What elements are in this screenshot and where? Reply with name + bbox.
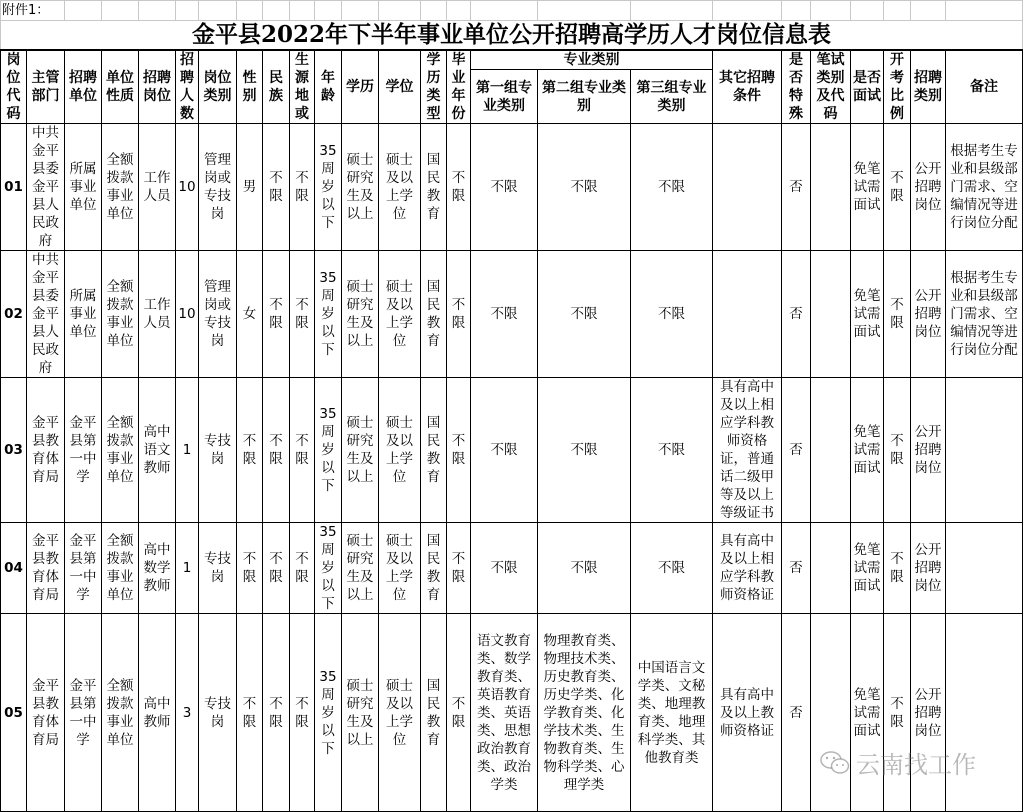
cell-post-type: 管理岗或专技岗 xyxy=(199,251,237,378)
page-title: 金平县2022年下半年事业单位公开招聘高学历人才岗位信息表 xyxy=(1,21,1023,51)
cell-education: 硕士研究生及以上 xyxy=(342,378,379,523)
header-major1: 第一组专业类别 xyxy=(471,70,538,124)
cell-major2: 不限 xyxy=(538,124,631,251)
cell-special: 否 xyxy=(782,378,811,523)
table-row xyxy=(1,251,1023,378)
cell-age: 35周岁以下 xyxy=(315,523,342,614)
header-row xyxy=(1,50,1023,70)
header-recruit-type: 招聘类别 xyxy=(911,50,946,124)
header-ratio: 开考比例 xyxy=(884,50,911,124)
cell-major3: 中国语言文学类、文秘类、地理教育类、地理科学类、其他教育类 xyxy=(631,614,713,812)
cell-remark: 根据考生专业和县级部门需求、空编情况等进行岗位分配 xyxy=(946,124,1023,251)
cell-gender: 女 xyxy=(237,251,263,378)
cell-unit: 所属事业单位 xyxy=(65,124,102,251)
cell-count: 1 xyxy=(176,378,199,523)
cell-origin: 不限 xyxy=(290,378,315,523)
cell-major3: 不限 xyxy=(631,523,713,614)
cell-nature: 全额拨款事业单位 xyxy=(102,378,139,523)
cell-exam-code xyxy=(811,523,851,614)
cell-origin: 不限 xyxy=(290,614,315,812)
header-count: 招聘人数 xyxy=(176,50,199,124)
cell-education: 硕士研究生及以上 xyxy=(342,124,379,251)
cell-nature: 全额拨款事业单位 xyxy=(102,251,139,378)
cell-ethnicity: 不限 xyxy=(263,523,290,614)
cell-major1: 不限 xyxy=(471,378,538,523)
cell-count: 10 xyxy=(176,124,199,251)
cell-major1: 语文教育类、数学教育类、英语教育类、英语类、思想政治教育类、政治学类 xyxy=(471,614,538,812)
cell-age: 35周岁以下 xyxy=(315,124,342,251)
cell-grad-year: 不限 xyxy=(447,523,471,614)
cell-unit: 金平县第一中学 xyxy=(65,614,102,812)
cell-edu-type: 国民教育 xyxy=(421,523,447,614)
header-post: 招聘岗位 xyxy=(139,50,176,124)
cell-ratio: 不限 xyxy=(884,614,911,812)
cell-count: 3 xyxy=(176,614,199,812)
cell-dept: 金平县教育体育局 xyxy=(27,378,65,523)
cell-grad-year: 不限 xyxy=(447,378,471,523)
cell-grad-year: 不限 xyxy=(447,124,471,251)
cell-major3: 不限 xyxy=(631,251,713,378)
table-row xyxy=(1,378,1023,523)
table-row xyxy=(1,124,1023,251)
cell-ratio: 不限 xyxy=(884,378,911,523)
cell-unit: 金平县第一中学 xyxy=(65,523,102,614)
cell-code: 01 xyxy=(1,124,27,251)
cell-ratio: 不限 xyxy=(884,251,911,378)
cell-major2: 物理教育类、物理技术类、历史教育类、历史学类、化学教育类、化学技术类、生物教育类、生物科学类、心理学类 xyxy=(538,614,631,812)
cell-unit: 所属事业单位 xyxy=(65,251,102,378)
cell-degree: 硕士及以上学位 xyxy=(379,523,421,614)
cell-count: 1 xyxy=(176,523,199,614)
cell-post-type: 管理岗或专技岗 xyxy=(199,124,237,251)
cell-origin: 不限 xyxy=(290,251,315,378)
cell-interview: 免笔试需面试 xyxy=(851,378,884,523)
cell-grad-year: 不限 xyxy=(447,614,471,812)
cell-post-type: 专技岗 xyxy=(199,523,237,614)
cell-recruit-type: 公开招聘岗位 xyxy=(911,378,946,523)
cell-dept: 中共金平县委金平县人民政府 xyxy=(27,124,65,251)
cell-dept: 金平县教育体育局 xyxy=(27,523,65,614)
cell-post-type: 专技岗 xyxy=(199,614,237,812)
cell-post: 工作人员 xyxy=(139,251,176,378)
cell-major3: 不限 xyxy=(631,124,713,251)
cell-nature: 全额拨款事业单位 xyxy=(102,124,139,251)
cell-grad-year: 不限 xyxy=(447,251,471,378)
cell-other: 具有高中及以上相应学科教师资格证 xyxy=(713,523,782,614)
cell-dept: 金平县教育体育局 xyxy=(27,614,65,812)
cell-education: 硕士研究生及以上 xyxy=(342,614,379,812)
cell-age: 35周岁以下 xyxy=(315,251,342,378)
cell-nature: 全额拨款事业单位 xyxy=(102,614,139,812)
cell-gender: 不限 xyxy=(237,614,263,812)
cell-ethnicity: 不限 xyxy=(263,124,290,251)
cell-degree: 硕士及以上学位 xyxy=(379,378,421,523)
cell-special: 否 xyxy=(782,614,811,812)
header-age: 年龄 xyxy=(315,50,342,124)
cell-other: 具有高中及以上教师资格证 xyxy=(713,614,782,812)
header-other: 其它招聘条件 xyxy=(713,50,782,124)
cell-special: 否 xyxy=(782,124,811,251)
cell-code: 04 xyxy=(1,523,27,614)
header-gender: 性别 xyxy=(237,50,263,124)
cell-exam-code xyxy=(811,614,851,812)
header-major-group: 专业类别 xyxy=(471,50,713,70)
cell-unit: 金平县第一中学 xyxy=(65,378,102,523)
header-code: 岗位代码 xyxy=(1,50,27,124)
cell-remark: 根据考生专业和县级部门需求、空编情况等进行岗位分配 xyxy=(946,251,1023,378)
header-education: 学历 xyxy=(342,50,379,124)
cell-gender: 男 xyxy=(237,124,263,251)
cell-post: 工作人员 xyxy=(139,124,176,251)
cell-major1: 不限 xyxy=(471,251,538,378)
cell-degree: 硕士及以上学位 xyxy=(379,124,421,251)
cell-major2: 不限 xyxy=(538,378,631,523)
cell-post: 高中数学教师 xyxy=(139,523,176,614)
cell-interview: 免笔试需面试 xyxy=(851,251,884,378)
cell-edu-type: 国民教育 xyxy=(421,124,447,251)
cell-exam-code xyxy=(811,124,851,251)
cell-other xyxy=(713,124,782,251)
watermark-text: 云南找工作 xyxy=(856,751,976,779)
header-major3: 第三组专业类别 xyxy=(631,70,713,124)
cell-other: 具有高中及以上相应学科教师资格证，普通话二级甲等及以上等级证书 xyxy=(713,378,782,523)
cell-degree: 硕士及以上学位 xyxy=(379,614,421,812)
cell-remark xyxy=(946,523,1023,614)
header-grad-year: 毕业年份 xyxy=(447,50,471,124)
cell-recruit-type: 公开招聘岗位 xyxy=(911,251,946,378)
cell-major2: 不限 xyxy=(538,251,631,378)
cell-post: 高中语文教师 xyxy=(139,378,176,523)
cell-edu-type: 国民教育 xyxy=(421,378,447,523)
cell-major3: 不限 xyxy=(631,378,713,523)
cell-count: 10 xyxy=(176,251,199,378)
header-unit: 招聘单位 xyxy=(65,50,102,124)
header-ethnicity: 民族 xyxy=(263,50,290,124)
cell-remark xyxy=(946,378,1023,523)
cell-education: 硕士研究生及以上 xyxy=(342,523,379,614)
cell-code: 05 xyxy=(1,614,27,812)
cell-code: 03 xyxy=(1,378,27,523)
header-dept: 主管部门 xyxy=(27,50,65,124)
cell-major1: 不限 xyxy=(471,523,538,614)
watermark xyxy=(820,745,976,780)
title-row xyxy=(1,21,1023,51)
cell-major2: 不限 xyxy=(538,523,631,614)
cell-other xyxy=(713,251,782,378)
cell-origin: 不限 xyxy=(290,124,315,251)
header-remark: 备注 xyxy=(946,50,1023,124)
cell-recruit-type: 公开招聘岗位 xyxy=(911,523,946,614)
header-edu-type: 学历类型 xyxy=(421,50,447,124)
cell-recruit-type: 公开招聘岗位 xyxy=(911,124,946,251)
header-nature: 单位性质 xyxy=(102,50,139,124)
cell-degree: 硕士及以上学位 xyxy=(379,251,421,378)
header-post-type: 岗位类别 xyxy=(199,50,237,124)
cell-edu-type: 国民教育 xyxy=(421,251,447,378)
table-row xyxy=(1,523,1023,614)
header-degree: 学位 xyxy=(379,50,421,124)
attachment-label: 附件1： xyxy=(1,1,65,21)
cell-interview: 免笔试需面试 xyxy=(851,614,884,812)
cell-recruit-type: 公开招聘岗位 xyxy=(911,614,946,812)
header-special: 是否特殊 xyxy=(782,50,811,124)
attachment-row xyxy=(1,1,1023,21)
cell-age: 35周岁以下 xyxy=(315,614,342,812)
cell-origin: 不限 xyxy=(290,523,315,614)
cell-remark xyxy=(946,614,1023,812)
cell-special: 否 xyxy=(782,523,811,614)
cell-age: 35周岁以下 xyxy=(315,378,342,523)
cell-dept: 中共金平县委金平县人民政府 xyxy=(27,251,65,378)
cell-ratio: 不限 xyxy=(884,124,911,251)
cell-edu-type: 国民教育 xyxy=(421,614,447,812)
header-exam-code: 笔试类别及代码 xyxy=(811,50,851,124)
cell-gender: 不限 xyxy=(237,523,263,614)
cell-gender: 不限 xyxy=(237,378,263,523)
cell-special: 否 xyxy=(782,251,811,378)
cell-education: 硕士研究生及以上 xyxy=(342,251,379,378)
cell-major1: 不限 xyxy=(471,124,538,251)
header-interview: 是否面试 xyxy=(851,50,884,124)
cell-code: 02 xyxy=(1,251,27,378)
table-row xyxy=(1,614,1023,812)
cell-ethnicity: 不限 xyxy=(263,378,290,523)
cell-exam-code xyxy=(811,251,851,378)
cell-ethnicity: 不限 xyxy=(263,251,290,378)
cell-post-type: 专技岗 xyxy=(199,378,237,523)
cell-exam-code xyxy=(811,378,851,523)
cell-ratio: 不限 xyxy=(884,523,911,614)
cell-interview: 免笔试需面试 xyxy=(851,523,884,614)
cell-post: 高中教师 xyxy=(139,614,176,812)
header-major2: 第二组专业类别 xyxy=(538,70,631,124)
cell-interview: 免笔试需面试 xyxy=(851,124,884,251)
header-origin: 生源地或 xyxy=(290,50,315,124)
wechat-icon xyxy=(820,750,850,776)
cell-nature: 全额拨款事业单位 xyxy=(102,523,139,614)
cell-ethnicity: 不限 xyxy=(263,614,290,812)
